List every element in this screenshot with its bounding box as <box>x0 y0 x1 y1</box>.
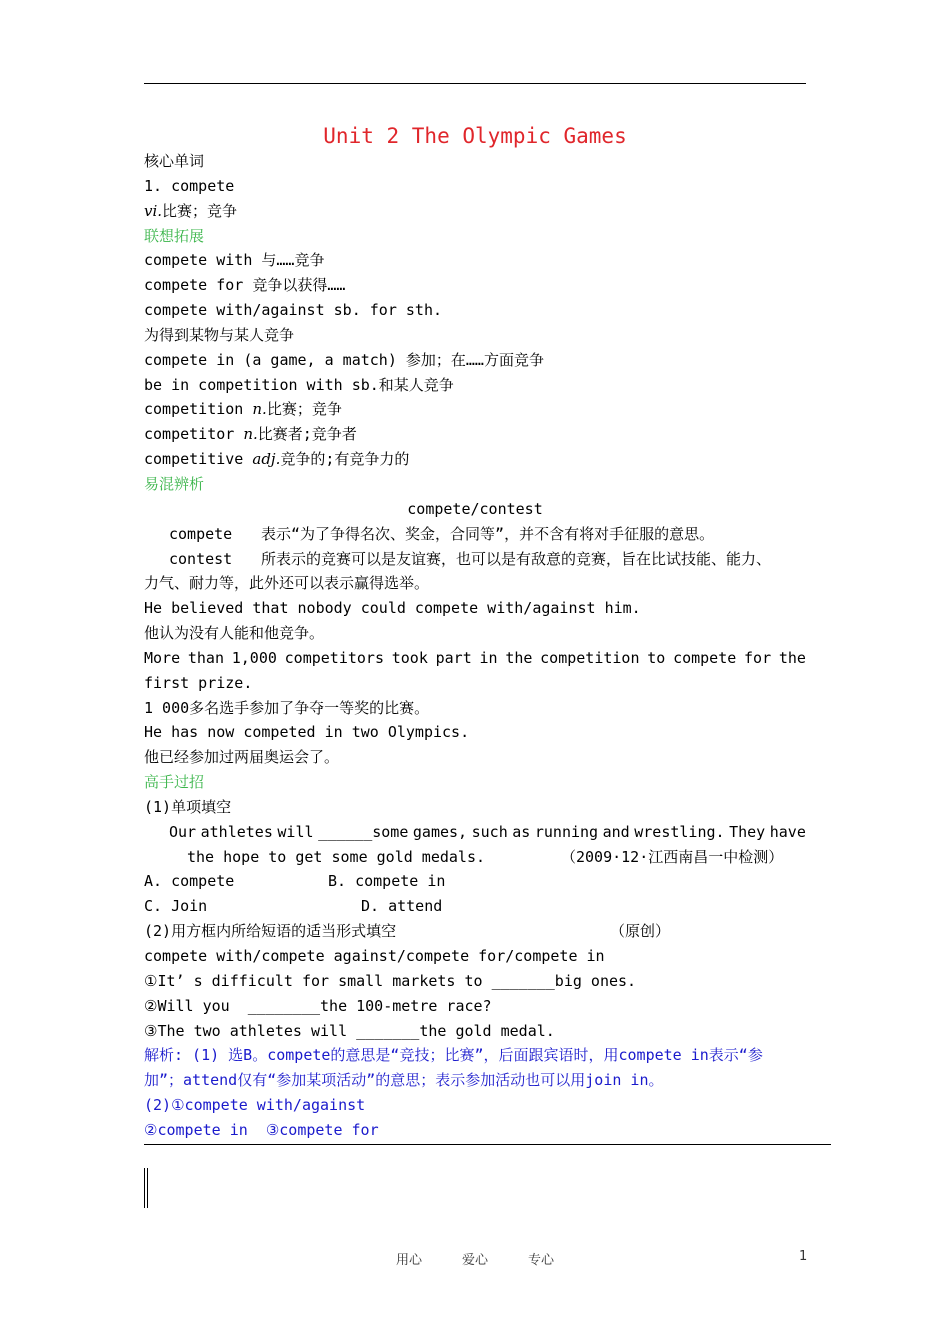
ext-line: compete with/against sb. for sth. <box>144 301 443 320</box>
heading-core-words: 核心单词 <box>144 152 205 170</box>
ext-line: be in competition with sb.和某人竞争 <box>144 375 454 394</box>
question-2-item: ①It’ s difficult for small markets to _______big ones. <box>144 971 637 990</box>
example-en-justified: More than 1,000 competitors took part in the competition to compete for the <box>144 648 806 667</box>
answer-line: 加”；attend仅有“参加某项活动”的意思；表示参加活动也可以用join in。 <box>144 1071 664 1090</box>
form-line: competitive adj.竞争的;有竞争力的 <box>144 450 410 469</box>
ext-line: 为得到某物与某人竞争 <box>144 325 295 344</box>
question-1-label: (1)单项填空 <box>144 797 232 816</box>
question-1-options <box>144 894 806 919</box>
answer-line: ②compete in ③compete for <box>144 1120 379 1139</box>
form-line: competition n.比赛；竞争 <box>144 400 342 419</box>
footer-word: 专心 <box>528 1253 555 1268</box>
form-line: competitor n.比赛者;竞争者 <box>144 425 357 444</box>
page-number: 1 <box>799 1249 808 1264</box>
option-b: B. compete in <box>328 872 446 891</box>
word-meaning: vi.比赛；竞争 <box>144 201 238 220</box>
example-en: He believed that nobody could compete with/against him. <box>144 599 641 618</box>
section-extend: 联想拓展 <box>144 226 205 245</box>
example-zh: 他已经参加过两届奥运会了。 <box>144 748 340 767</box>
footer-word: 用心 <box>395 1253 422 1268</box>
question-1-options <box>144 869 806 894</box>
question-2-source: （原创） <box>610 922 671 941</box>
question-2-phrases: compete with/compete against/compete for/compete in <box>144 947 605 965</box>
confuse-compete: compete 表示“为了争得名次、奖金，合同等”，并不含有将对手征服的意思。 <box>169 524 715 543</box>
page-title: Unit 2 The Olympic Games <box>323 124 627 148</box>
answer-line: 解析: (1) 选B。compete的意思是“竞技；比赛”，后面跟宾语时，用compete in表示“参 <box>144 1046 763 1065</box>
question-1-stem-cont: the hope to get some gold medals. （2009·12·江西南昌一中检测） <box>187 847 784 866</box>
example-zh: 他认为没有人能和他竞争。 <box>144 624 325 643</box>
question-2-item: ②Will you ________the 100-metre race? <box>144 996 492 1015</box>
section-confuse: 易混辨析 <box>144 474 205 493</box>
word-entry: 1. compete <box>144 176 235 195</box>
confuse-heading: compete/contest <box>407 499 543 518</box>
ext-line: compete with 与……竞争 <box>144 251 325 270</box>
footer-rule <box>144 1144 831 1145</box>
option-c: C. Join <box>144 897 208 916</box>
question-1-stem: Our athletes will ______some games, such as running and wrestling. They have <box>169 822 806 841</box>
question-2-label: (2)用方框内所给短语的适当形式填空 （原创） <box>144 922 671 941</box>
ext-line: compete in (a game, a match) 参加；在……方面竞争 <box>144 350 544 369</box>
section-master: 高手过招 <box>144 773 205 792</box>
page-footer <box>0 1249 950 1268</box>
option-d: D. attend <box>361 897 443 916</box>
confuse-contest-cont: 力气、耐力等，此外还可以表示赢得选举。 <box>144 574 430 593</box>
confuse-contest: contest 所表示的竞赛可以是友谊赛，也可以是有敌意的竞赛，旨在比试技能、能力、 <box>169 549 772 568</box>
ext-line: compete for 竞争以获得…… <box>144 276 346 295</box>
answer-line: (2)①compete with/against <box>144 1096 366 1115</box>
question-2-item: ③The two athletes will _______the gold medal. <box>144 1021 555 1040</box>
question-1-source: （2009·12·江西南昌一中检测） <box>561 847 784 866</box>
option-a: A. compete <box>144 872 235 891</box>
margin-bar <box>144 1168 145 1208</box>
document-body <box>144 149 806 1143</box>
example-en: He has now competed in two Olympics. <box>144 723 470 742</box>
margin-bar <box>147 1168 148 1208</box>
pos-label: vi. <box>144 201 163 220</box>
example-zh: 1 000多名选手参加了争夺一等奖的比赛。 <box>144 698 430 717</box>
footer-word: 爱心 <box>461 1253 488 1268</box>
example-en-cont: first prize. <box>144 673 253 692</box>
header-rule <box>144 83 806 84</box>
